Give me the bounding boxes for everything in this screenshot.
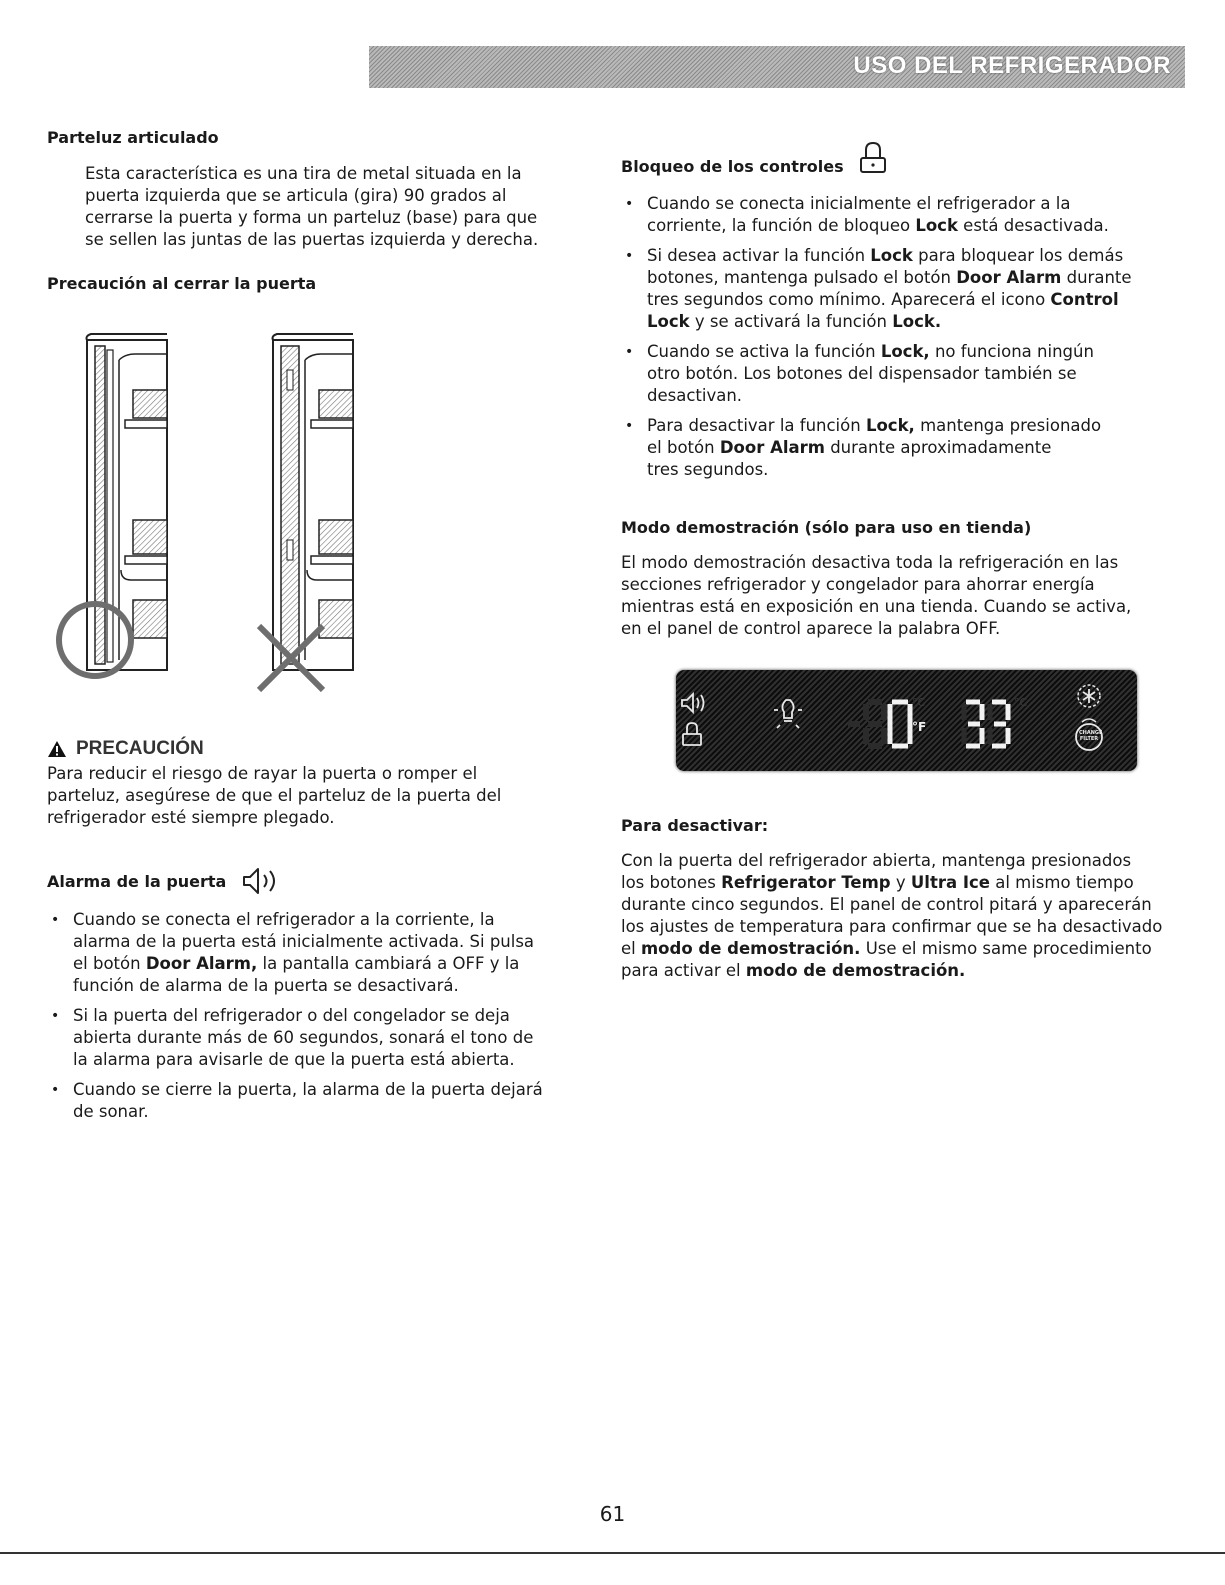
text-run: el botón	[73, 954, 146, 973]
text-line: El modo demostración desactiva toda la refrigeración en las	[621, 553, 1119, 572]
list-item	[47, 1079, 607, 1123]
text-line: • Si la puerta del refrigerador o del congelador se deja	[73, 1006, 510, 1025]
text-run: y se activará la función	[689, 312, 893, 331]
text-run: no funciona ningún	[929, 342, 1094, 361]
ultra-ice-icon	[1078, 685, 1100, 707]
text-line: Con la puerta del refrigerador abierta, mantenga presionados	[621, 851, 1132, 870]
text-line: • Cuando se cierre la puerta, la alarma de la puerta dejará	[73, 1080, 543, 1099]
list-item	[621, 341, 1201, 407]
text-line: • Cuando se conecta inicialmente el refrigerador a la	[647, 194, 1071, 213]
text-line: en el panel de control aparece la palabra OFF.	[621, 619, 1001, 638]
control-panel-image	[676, 670, 1137, 771]
door-alarm-term: Door Alarm	[956, 268, 1062, 287]
text-line	[647, 341, 1201, 363]
text-run: corriente, la función de bloqueo	[647, 216, 916, 235]
desactivar-text	[621, 850, 1211, 982]
door-alarm-speaker-icon	[682, 694, 704, 712]
control-term: Control	[1050, 290, 1119, 309]
freezer-temp-display	[848, 702, 884, 746]
fahrenheit-unit: °F	[912, 720, 927, 734]
bloqueo-title: Bloqueo de los controles	[621, 157, 844, 176]
text-line	[647, 245, 1201, 267]
text-line: • Cuando se conecta el refrigerador a la corriente, la	[73, 910, 495, 929]
text-line: los ajustes de temperatura para confirmar que se ha desactivado	[621, 917, 1163, 936]
text-line	[647, 437, 1201, 459]
list-item	[621, 245, 1201, 333]
text-line: Para reducir el riesgo de rayar la puerta o romper el	[47, 764, 478, 783]
demo-mode-term: modo de demostración.	[640, 939, 861, 958]
demo-mode-term: modo de demostración.	[745, 961, 966, 980]
light-icon	[774, 700, 802, 728]
list-item	[47, 909, 607, 997]
text-run: al mismo tiempo	[989, 873, 1134, 892]
text-line: tres segundos.	[647, 460, 769, 479]
text-run: Use el mismo same procedimiento	[860, 939, 1152, 958]
lock-term: Lock	[647, 312, 690, 331]
parteluz-text	[85, 163, 585, 251]
ultra-ice-term: Ultra Ice	[910, 873, 990, 892]
demo-heading: Modo demostración (sólo para uso en tienda)	[621, 518, 1032, 537]
door-mullion-illustration	[55, 330, 375, 705]
alarma-list	[47, 909, 607, 1131]
text-run: durante	[1061, 268, 1132, 287]
parteluz-heading: Parteluz articulado	[47, 128, 219, 147]
text-line: desactivan.	[647, 386, 743, 405]
list-item	[47, 1005, 607, 1071]
text-line	[73, 953, 607, 975]
text-run: botones, mantenga pulsado el botón	[647, 268, 957, 287]
text-run: el botón	[647, 438, 720, 457]
fridge-temp-display	[966, 702, 1008, 746]
bloqueo-list	[621, 193, 1201, 489]
text-run: tres segundos como mínimo. Aparecerá el icono	[647, 290, 1051, 309]
text-run: está desactivada.	[957, 216, 1109, 235]
celsius-unit-fridge: °C	[1014, 696, 1028, 709]
door-correct-diagram	[59, 334, 167, 676]
precaucion-cerrar-heading: Precaución al cerrar la puerta	[47, 274, 317, 293]
text-run: Para desactivar la función	[647, 416, 866, 435]
lock-term: Lock,	[880, 342, 930, 361]
text-line	[647, 289, 1201, 311]
alarma-title: Alarma de la puerta	[47, 871, 227, 891]
text-run: Si desea activar la función	[647, 246, 871, 265]
freezer-digit-lit	[890, 702, 910, 746]
caution-title: PRECAUCIÓN	[76, 738, 204, 759]
text-line: se sellen las juntas de las puertas izquierda y derecha.	[85, 230, 539, 249]
text-line: abierta durante más de 60 segundos, sonará el tono de	[73, 1028, 534, 1047]
control-lock-icon	[683, 723, 701, 745]
door-incorrect-diagram	[259, 334, 353, 690]
text-line	[647, 267, 1201, 289]
lock-term: Lock	[915, 216, 958, 235]
speaker-icon	[240, 866, 284, 896]
lock-term: Lock	[870, 246, 913, 265]
footer-rule	[0, 1552, 1225, 1554]
text-run: durante aproximadamente	[824, 438, 1052, 457]
change-filter-label: CHANGE FILTER	[1079, 730, 1103, 742]
text-line	[647, 415, 1201, 437]
desactivar-heading: Para desactivar:	[621, 816, 769, 835]
text-line: cerrarse la puerta y forma un parteluz (base) para que	[85, 208, 538, 227]
control-panel-drawing	[676, 670, 1137, 771]
lock-term: Lock,	[865, 416, 915, 435]
page-number: 61	[599, 1502, 626, 1526]
text-line: Esta característica es una tira de metal situada en la	[85, 164, 522, 183]
text-run: para activar el	[621, 961, 746, 980]
text-line: puerta izquierda que se articula (gira) 90 grados al	[85, 186, 507, 205]
bloqueo-heading	[621, 140, 888, 176]
text-run: y	[890, 873, 911, 892]
text-run: para bloquear los demás	[912, 246, 1124, 265]
text-line: la alarma para avisarle de que la puerta está abierta.	[73, 1050, 515, 1069]
lock-term: Lock.	[892, 312, 942, 331]
door-alarm-term: Door Alarm	[719, 438, 825, 457]
alarma-heading	[47, 866, 284, 896]
door-alarm-term: Door Alarm,	[145, 954, 258, 973]
text-line: secciones refrigerador y congelador para ahorrar energía	[621, 575, 1095, 594]
caution-heading	[47, 738, 204, 760]
section-banner	[369, 46, 1185, 88]
caution-text	[47, 763, 587, 829]
lock-icon	[858, 140, 888, 176]
demo-text	[621, 552, 1201, 640]
text-line	[621, 960, 1211, 982]
text-line	[621, 938, 1211, 960]
text-run: la pantalla cambiará a OFF y la	[257, 954, 520, 973]
text-line: otro botón. Los botones del dispensador también se	[647, 364, 1077, 383]
text-run: Cuando se activa la función	[647, 342, 881, 361]
list-item	[621, 193, 1201, 237]
text-run: los botones	[621, 873, 722, 892]
text-line: alarma de la puerta está inicialmente activada. Si pulsa	[73, 932, 535, 951]
text-line: parteluz, asegúrese de que el parteluz de la puerta del	[47, 786, 502, 805]
text-run: mantenga presionado	[914, 416, 1102, 435]
text-line: durante cinco segundos. El panel de control pitará y aparecerán	[621, 895, 1152, 914]
text-line	[647, 215, 1201, 237]
text-line: mientras está en exposición en una tienda. Cuando se activa,	[621, 597, 1132, 616]
text-line: función de alarma de la puerta se desactivará.	[73, 976, 459, 995]
text-line: refrigerador esté siempre plegado.	[47, 808, 335, 827]
section-title: USO DEL REFRIGERADOR	[853, 52, 1171, 79]
celsius-unit-freezer: °C	[912, 696, 926, 709]
warning-icon	[47, 740, 67, 758]
text-line	[647, 311, 1201, 333]
text-run: el	[621, 939, 641, 958]
list-item	[621, 415, 1201, 481]
text-line: de sonar.	[73, 1102, 149, 1121]
refrigerator-temp-term: Refrigerator Temp	[721, 873, 891, 892]
text-line	[621, 872, 1211, 894]
